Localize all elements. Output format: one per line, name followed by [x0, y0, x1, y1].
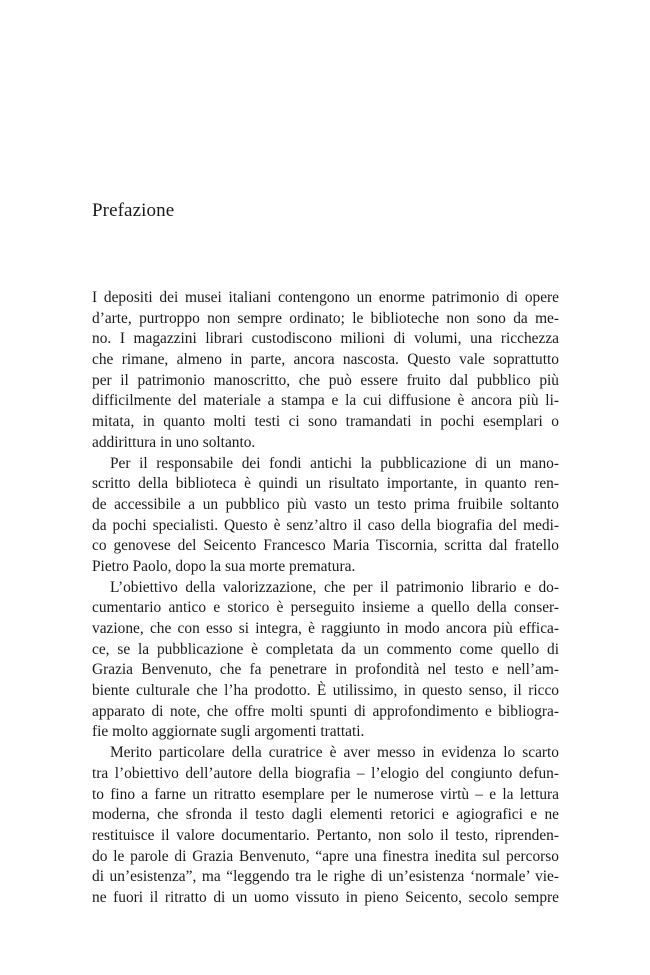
- text-line: tra l’obiettivo dell’autore della biografia – l’elogio del congiunto defun-: [92, 764, 559, 782]
- text-line: Per il responsabile dei fondi antichi la pubblicazione di un mano-: [110, 454, 559, 472]
- text-line: restituisce il valore documentario. Pertanto, non solo il testo, riprenden-: [92, 826, 559, 844]
- text-line: biente culturale che l’ha prodotto. È utilissimo, in questo senso, il ricco: [92, 682, 559, 700]
- text-line: Grazia Benvenuto, che fa penetrare in profondità nel testo e nell’am-: [92, 661, 559, 679]
- text-line: difficilmente del materiale a stampa e la cui diffusione è ancora più li-: [92, 392, 559, 410]
- text-line: moderna, che sfronda il testo dagli elementi retorici e agiografici e ne: [92, 806, 559, 824]
- text-line: I depositi dei musei italiani contengono un enorme patrimonio di opere: [92, 289, 559, 306]
- text-line: do le parole di Grazia Benvenuto, “apre una finestra inedita sul percorso: [92, 847, 559, 865]
- page-title: Prefazione: [92, 200, 175, 221]
- text-line: d’arte, purtroppo non sempre ordinato; le biblioteche non sono da me-: [92, 309, 559, 327]
- text-line: Pietro Paolo, dopo la sua morte prematura.: [92, 557, 356, 575]
- text-line: vazione, che con esso si integra, è raggiunto in modo ancora più effica-: [92, 620, 559, 637]
- text-line: no. I magazzini librari custodiscono milioni di volumi, una ricchezza: [92, 330, 559, 348]
- text-line: da pochi specialisti. Questo è senz’altro il caso della biografia del medi-: [92, 516, 559, 534]
- text-line: ce, se la pubblicazione è completata da un commento come quello di: [92, 640, 559, 658]
- text-line: L’obiettivo della valorizzazione, che per il patrimonio librario e do-: [110, 578, 559, 596]
- text-line: Merito particolare della curatrice è aver messo in evidenza lo scarto: [110, 744, 559, 762]
- text-line: ne fuori il ritratto di un uomo vissuto in pieno Seicento, secolo sempre: [92, 888, 559, 906]
- preface-body: [92, 288, 559, 909]
- text-line: scritto della biblioteca è quindi un risultato importante, in quanto ren-: [92, 475, 559, 493]
- text-line: to fino a farne un ritratto esemplare per le numerose virtù – e la lettura: [92, 785, 559, 803]
- text-line: addirittura in uno soltanto.: [92, 433, 256, 451]
- text-line: di un’esistenza”, ma “leggendo tra le righe di un’esistenza ‘normale’ vie-: [92, 868, 559, 886]
- text-line: apparato di note, che offre molti spunti di approfondimento e bibliogra-: [92, 702, 559, 720]
- text-line: per il patrimonio manoscritto, che può essere fruito dal pubblico più: [92, 371, 559, 389]
- text-line: cumentario antico e storico è perseguito insieme a quello della conser-: [92, 599, 559, 617]
- text-line: fie molto aggiornate sugli argomenti trattati.: [92, 723, 365, 741]
- text-line: che rimane, almeno in parte, ancora nascosta. Questo vale soprattutto: [92, 351, 559, 369]
- text-line: de accessibile a un pubblico più vasto un testo prima fruibile soltanto: [92, 495, 559, 513]
- text-line: co genovese del Seicento Francesco Maria Tiscornia, scritta dal fratello: [92, 537, 559, 555]
- text-line: mitata, in quanto molti testi ci sono tramandati in pochi esemplari o: [92, 413, 559, 431]
